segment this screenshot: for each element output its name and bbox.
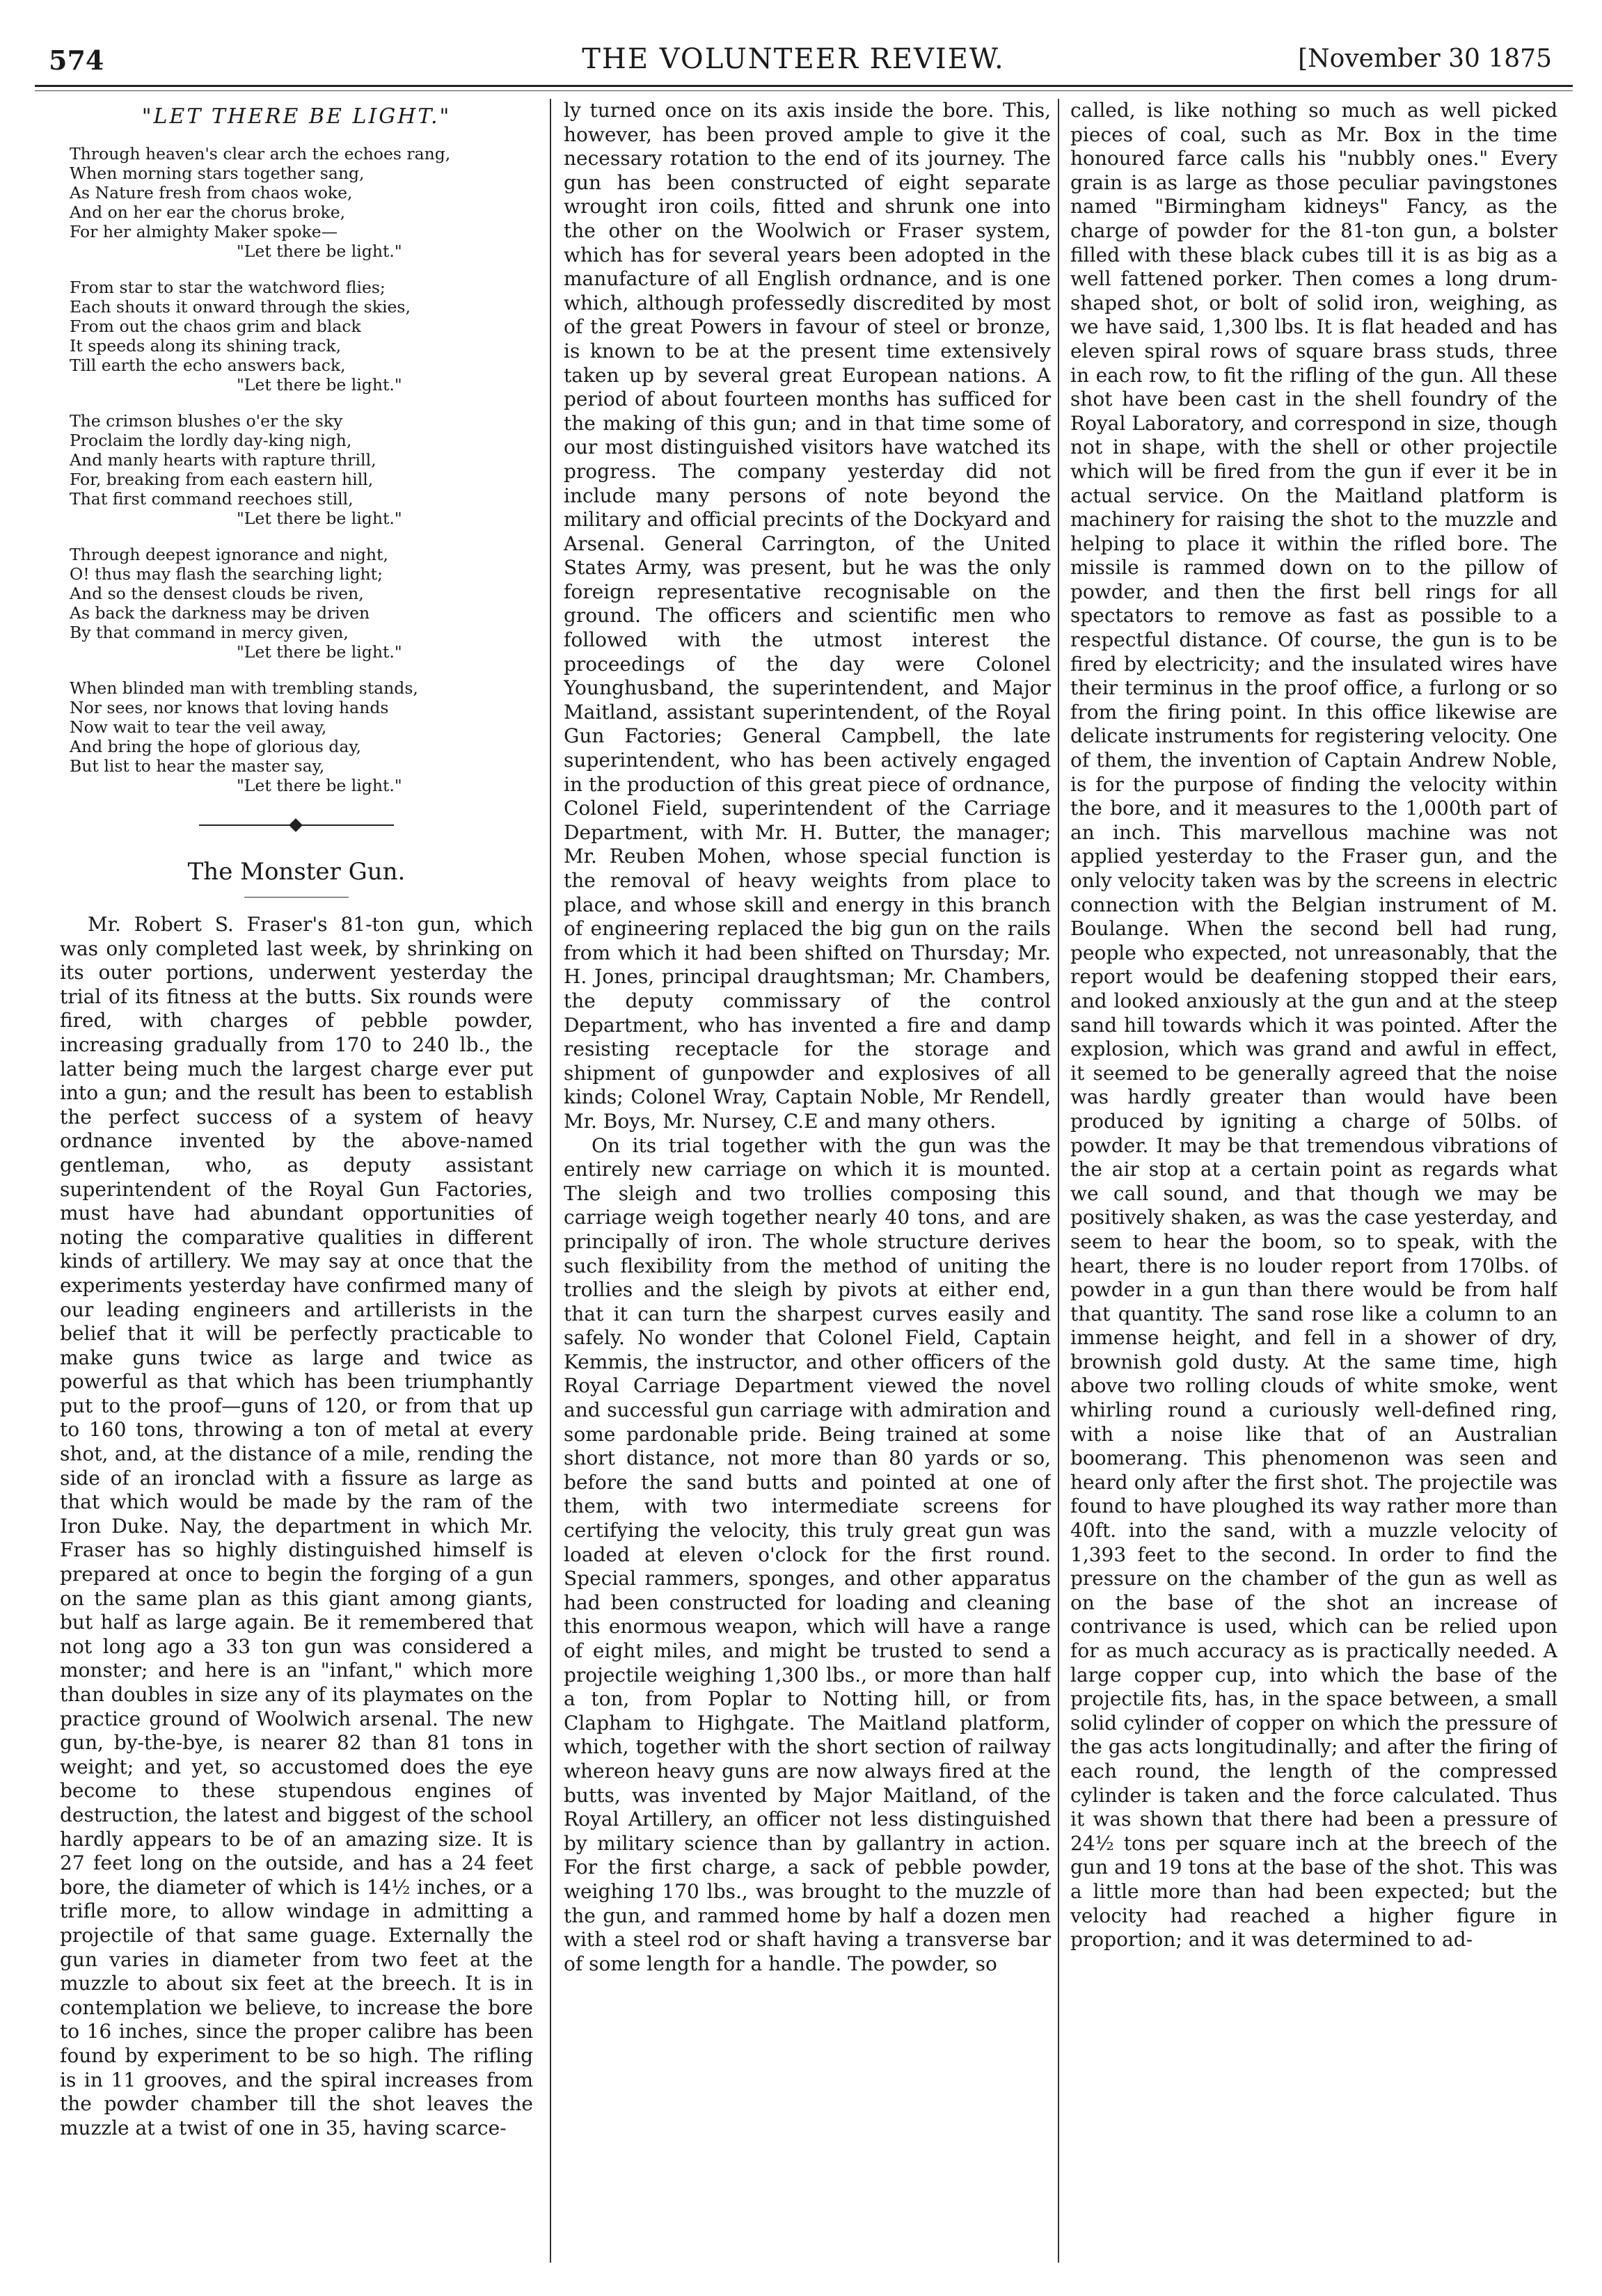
poem-stanza <box>70 545 533 662</box>
poem-stanza <box>70 411 533 528</box>
poem-title: "LET THERE BE LIGHT." <box>141 104 452 129</box>
poem-line: When blinded man with trembling stands, <box>70 678 418 698</box>
poem-stanza <box>70 144 533 261</box>
header-rule-thin <box>35 90 1573 91</box>
poem-line: As Nature fresh from chaos woke, <box>70 183 353 202</box>
poem-line: That first command reechoes still, <box>70 489 354 509</box>
poem-line: Each shouts it onward through the skies, <box>70 297 411 317</box>
poem-refrain: "Let there be light." <box>237 642 402 662</box>
article-text-col2-part1: ly turned once on its axis inside the bore. This, however, has been proved ample to give it the necessary rotation to the end of its journey. The gun has been constructed of eight separate wrought iron coils, fitted and shrunk one into the other on the Woolwich or Fraser system, which has for several years been adopted in the manufacture of all English ordnance, and is one which, although professedly discredited by most of the great Powers in favour of steel or bronze, is known to be at the present time extensively taken up by several great European nations. A period of about fourteen months has sufficed for the making of this gun; and in that time some of our most distinguished visitors have watched its progress. The company yesterday did not include many persons of note beyond the military and official precints of the Dockyard and Arsenal. General Carrington, of the United States Army, was present, but he was the only foreign representative recognisable on the ground. The officers and scientific men who followed with the utmost interest the proceedings of the day were Colonel Younghusband, the superintendent, and Major Maitland, assistant superintendent, of the Royal Gun Factories; General Campbell, the late superintendent, who has been actively engaged in the production of this great piece of ordnance, Colonel Field, superintendent of the Carriage Department, with Mr. H. Butter, the manager; Mr. Reuben Mohen, whose special function is the removal of heavy weights from place to place, and whose skill and energy in this branch of engineering replaced the big gun on the rails from which it had been shifted on Thursday; Mr. H. Jones, principal draughtsman; Mr. Chambers, the deputy commissary of the control Department, who has invented a fire and damp resisting receptacle for the storage and shipment of gunpowder and explosives of all kinds; Colonel Wray, Captain Noble, Mr Rendell, Mr. Boys, Mr. Nursey, C.E and many others. <box>564 99 1051 1133</box>
page-header <box>35 40 1552 82</box>
poem-stanza <box>70 278 533 394</box>
column-2 <box>564 99 1051 2277</box>
poem-line: When morning stars together sang, <box>70 164 365 183</box>
section-ornament <box>60 812 533 840</box>
header-rule <box>35 85 1573 87</box>
poem-stanza <box>70 678 533 795</box>
poem-line: Through heaven's clear arch the echoes rang, <box>70 144 451 164</box>
poem-line: And on her ear the chorus broke, <box>70 202 346 222</box>
masthead: THE VOLUNTEER REVIEW. <box>582 43 1005 75</box>
poem-line: And so the densest clouds be riven, <box>70 584 364 603</box>
page-number: 574 <box>49 45 104 76</box>
poem-line: And manly hearts with rapture thrill, <box>70 450 376 470</box>
poem-line: From out the chaos grim and black <box>70 317 361 336</box>
poem-line: From star to star the watchword flies; <box>70 278 386 297</box>
issue-date: [November 30 1875 <box>1298 45 1552 73</box>
article-text-col1: Mr. Robert S. Fraser's 81-ton gun, which was only completed last week, by shrinking on its outer portions, underwent yesterday the trial of its fitness at the butts. Six rounds were fired, with charges of pebble powder, increasing gradually from 170 to 240 lb., the latter being much the largest charge ever put into a gun; and the result has been to establish the perfect success of a system of heavy ordnance invented by the above-named gentleman, who, as deputy assistant superintendent of the Royal Gun Factories, must have had abundant opportunities of noting the comparative qualities in different kinds of artillery. We may say at once that the experiments yesterday have confirmed many of our leading engineers and artillerists in the belief that it will be perfectly practicable to make guns twice as large and twice as powerful as that which has been triumphantly put to the proof—guns of 120, or from that up to 160 tons, throwing a ton of metal at every shot, and, at the distance of a mile, rending the side of an ironclad with a fissure as large as that which would be made by the ram of the Iron Duke. Nay, the department in which Mr. Fraser has so highly distinguished himself is prepared at once to begin the forging of a gun on the same plan as this giant among giants, but half as large again. Be it remembered that not long ago a 33 ton gun was considered a monster; and here is an "infant," which more than doubles in size any of its playmates on the practice ground of Woolwich arsenal. The new gun, by-the-bye, is nearer 82 than 81 tons in weight; and yet, so accustomed does the eye become to these stupendous engines of destruction, the latest and biggest of the school hardly appears to be of an amazing size. It is 27 feet long on the outside, and has a 24 feet bore, the diameter of which is 14½ inches, or a trifle more, to allow windage in admitting a projectile of that same guage. Externally the gun varies in diameter from two feet at the muzzle to about six feet at the breech. It is in contemplation we believe, to increase the bore to 16 inches, since the proper calibre has been found by experiment to be so high. The rifling is in 11 grooves, and the spiral increases from the powder chamber till the shot leaves the muzzle at a twist of one in 35, having scarce- <box>60 913 533 2139</box>
poem-line: But list to hear the master say, <box>70 756 325 776</box>
poem-line: Proclaim the lordly day-king nigh, <box>70 431 352 450</box>
article-title: The Monster Gun. <box>187 858 406 886</box>
poem-line: Now wait to tear the veil away, <box>70 717 327 737</box>
article-text-col2-part2: On its trial together with the gun was the entirely new carriage on which it is mounted. The sleigh and two trollies composing this carriage weigh together nearly 40 tons, and are principally of iron. The whole structure derives such flexibility from the method of uniting the trollies and the sleigh by pivots at either end, that it can turn the sharpest curves easily and safely. No wonder that Colonel Field, Captain Kemmis, the instructor, and other officers of the Royal Carriage Department viewed the novel and successful gun carriage with admiration and some pardonable pride. Being trained at some short distance, not more than 80 yards or so, before the sand butts and pointed at one of them, with two intermediate screens for certifying the velocity, this truly great gun was loaded at eleven o'clock for the first round. Special rammers, sponges, and other apparatus had been constructed for loading and cleaning this enormous weapon, which will have a range of eight miles, and might be trusted to send a projectile weighing 1,300 lbs., or more than half a ton, from Poplar to Notting hill, or from Clapham to Highgate. The Maitland platform, which, together with the short section of railway whereon heavy guns are now always fired at the butts, was invented by Major Maitland, of the Royal Artillery, an officer not less distinguished by military science than by gallantry in action. For the first charge, a sack of pebble powder, weighing 170 lbs., was brought to the muzzle of the gun, and rammed home by half a dozen men with a steel rod or shaft having a transverse bar of some length for a handle. The powder, so <box>564 1133 1051 1975</box>
article-text-col3: called, is like nothing so much as well picked pieces of coal, such as Mr. Box in the time honoured farce calls his "nubbly ones." Every grain is as large as those peculiar pavingstones named "Birmingham kidneys" Fancy, as the charge of powder for the 81-ton gun, a bolster filled with these black cubes till it is as big as a well fattened porker. Then comes a long drum-shaped shot, or bolt of solid iron, weighing, as we have said, 1,300 lbs. It is flat headed and has eleven spiral rows of square brass studs, three in each row, to fit the rifling of the gun. All these shot have been cast in the shell foundry of the Royal Laboratory, and correspond in size, though not in shape, with the shell or other projectile which will be fired from the gun if ever it be in actual service. On the Maitland platform is machinery for raising the shot to the muzzle and helping to place it within the rifled bore. The missile is rammed down on to the pillow of powder, and then the first bell rings for all spectators to remove as fast as possible to a respectful distance. Of course, the gun is to be fired by electricity; and the insulated wires have their terminus in the proof office, a furlong or so from the firing point. In this office likewise are delicate instruments for registering velocity. One of them, the invention of Captain Andrew Noble, is for the purpose of finding the velocity within the bore, and it measures to the 1,000th part of an inch. This marvellous machine was not applied yesterday to the Fraser gun, and the only velocity taken was by the screens in electric connection with the Belgian instrument of M. Boulange. When the second bell had rung, people who expected, not unreasonably, that the report would be deafening stopped their ears, and looked anxiously at the gun and at the steep sand hill towards which it was pointed. After the explosion, which was grand and awful in effect, it seemed to be generally agreed that the noise was hardly greater than would have been produced by igniting a charge of 50lbs. of powder. It may be that tremendous vibrations of the air stop at a certain point as regards what we call sound, and that though we may be positively shaken, as was the case yesterday, and seem to hear the boom, so to speak, with the heart, there is no louder report from 170lbs. of powder in a gun than there would be from half that quantity. The sand rose like a column to an immense height, and fell in a shower of dry, brownish gold dusty. At the same time, high above two rolling clouds of white smoke, went whirling round a curiously well-defined ring, with a noise like that of an Australian boomerang. This phenomenon was seen and heard only after the first shot. The projectile was found to have ploughed its way rather more than 40ft. into the sand, with a muzzle velocity of 1,393 feet to the second. In order to find the pressure on the chamber of the gun as well as on the base of the shot an increase of contrivance is used, which can be relied upon for as much accuracy as is practically needed. A large copper cup, into which the base of the projectile fits, has, in the space between, a small solid cylinder of copper on which the pressure of the gas acts longitudinally; and after the firing of each round, the length of the compressed cylinder is taken and the force calculated. Thus it was shown that there had been a pressure of 24½ tons per square inch at the breech of the gun and 19 tons at the base of the shot. This was a little more than had been expected; but the velocity had reached a higher figure in proportion; and it was determined to ad- <box>1070 99 1557 1952</box>
poem-line: For her almighty Maker spoke— <box>70 222 338 241</box>
title-rule <box>244 897 349 898</box>
poem-line: Till earth the echo answers back, <box>70 356 346 375</box>
column-rule <box>1058 99 1059 2263</box>
poem-line: The crimson blushes o'er the sky <box>70 411 343 431</box>
column-3 <box>1070 99 1557 2277</box>
poem-line: As back the darkness may be driven <box>70 603 370 623</box>
poem-line: Through deepest ignorance and night, <box>70 545 388 564</box>
poem-refrain: "Let there be light." <box>237 375 402 394</box>
poem-line: For, breaking from each eastern hill, <box>70 470 374 489</box>
poem-refrain: "Let there be light." <box>237 241 402 261</box>
poem-line: It speeds along its shining track, <box>70 336 342 356</box>
column-rule <box>550 99 551 2263</box>
poem-line: And bring the hope of glorious day, <box>70 737 361 756</box>
column-1 <box>60 99 533 2277</box>
diamond-icon <box>289 818 303 832</box>
poem-line: Nor sees, nor knows that loving hands <box>70 698 389 717</box>
poem-refrain: "Let there be light." <box>237 509 402 528</box>
poem-line: By that command in mercy given, <box>70 623 349 642</box>
poem-refrain: "Let there be light." <box>237 776 402 795</box>
poem-line: O! thus may flash the searching light; <box>70 564 383 584</box>
